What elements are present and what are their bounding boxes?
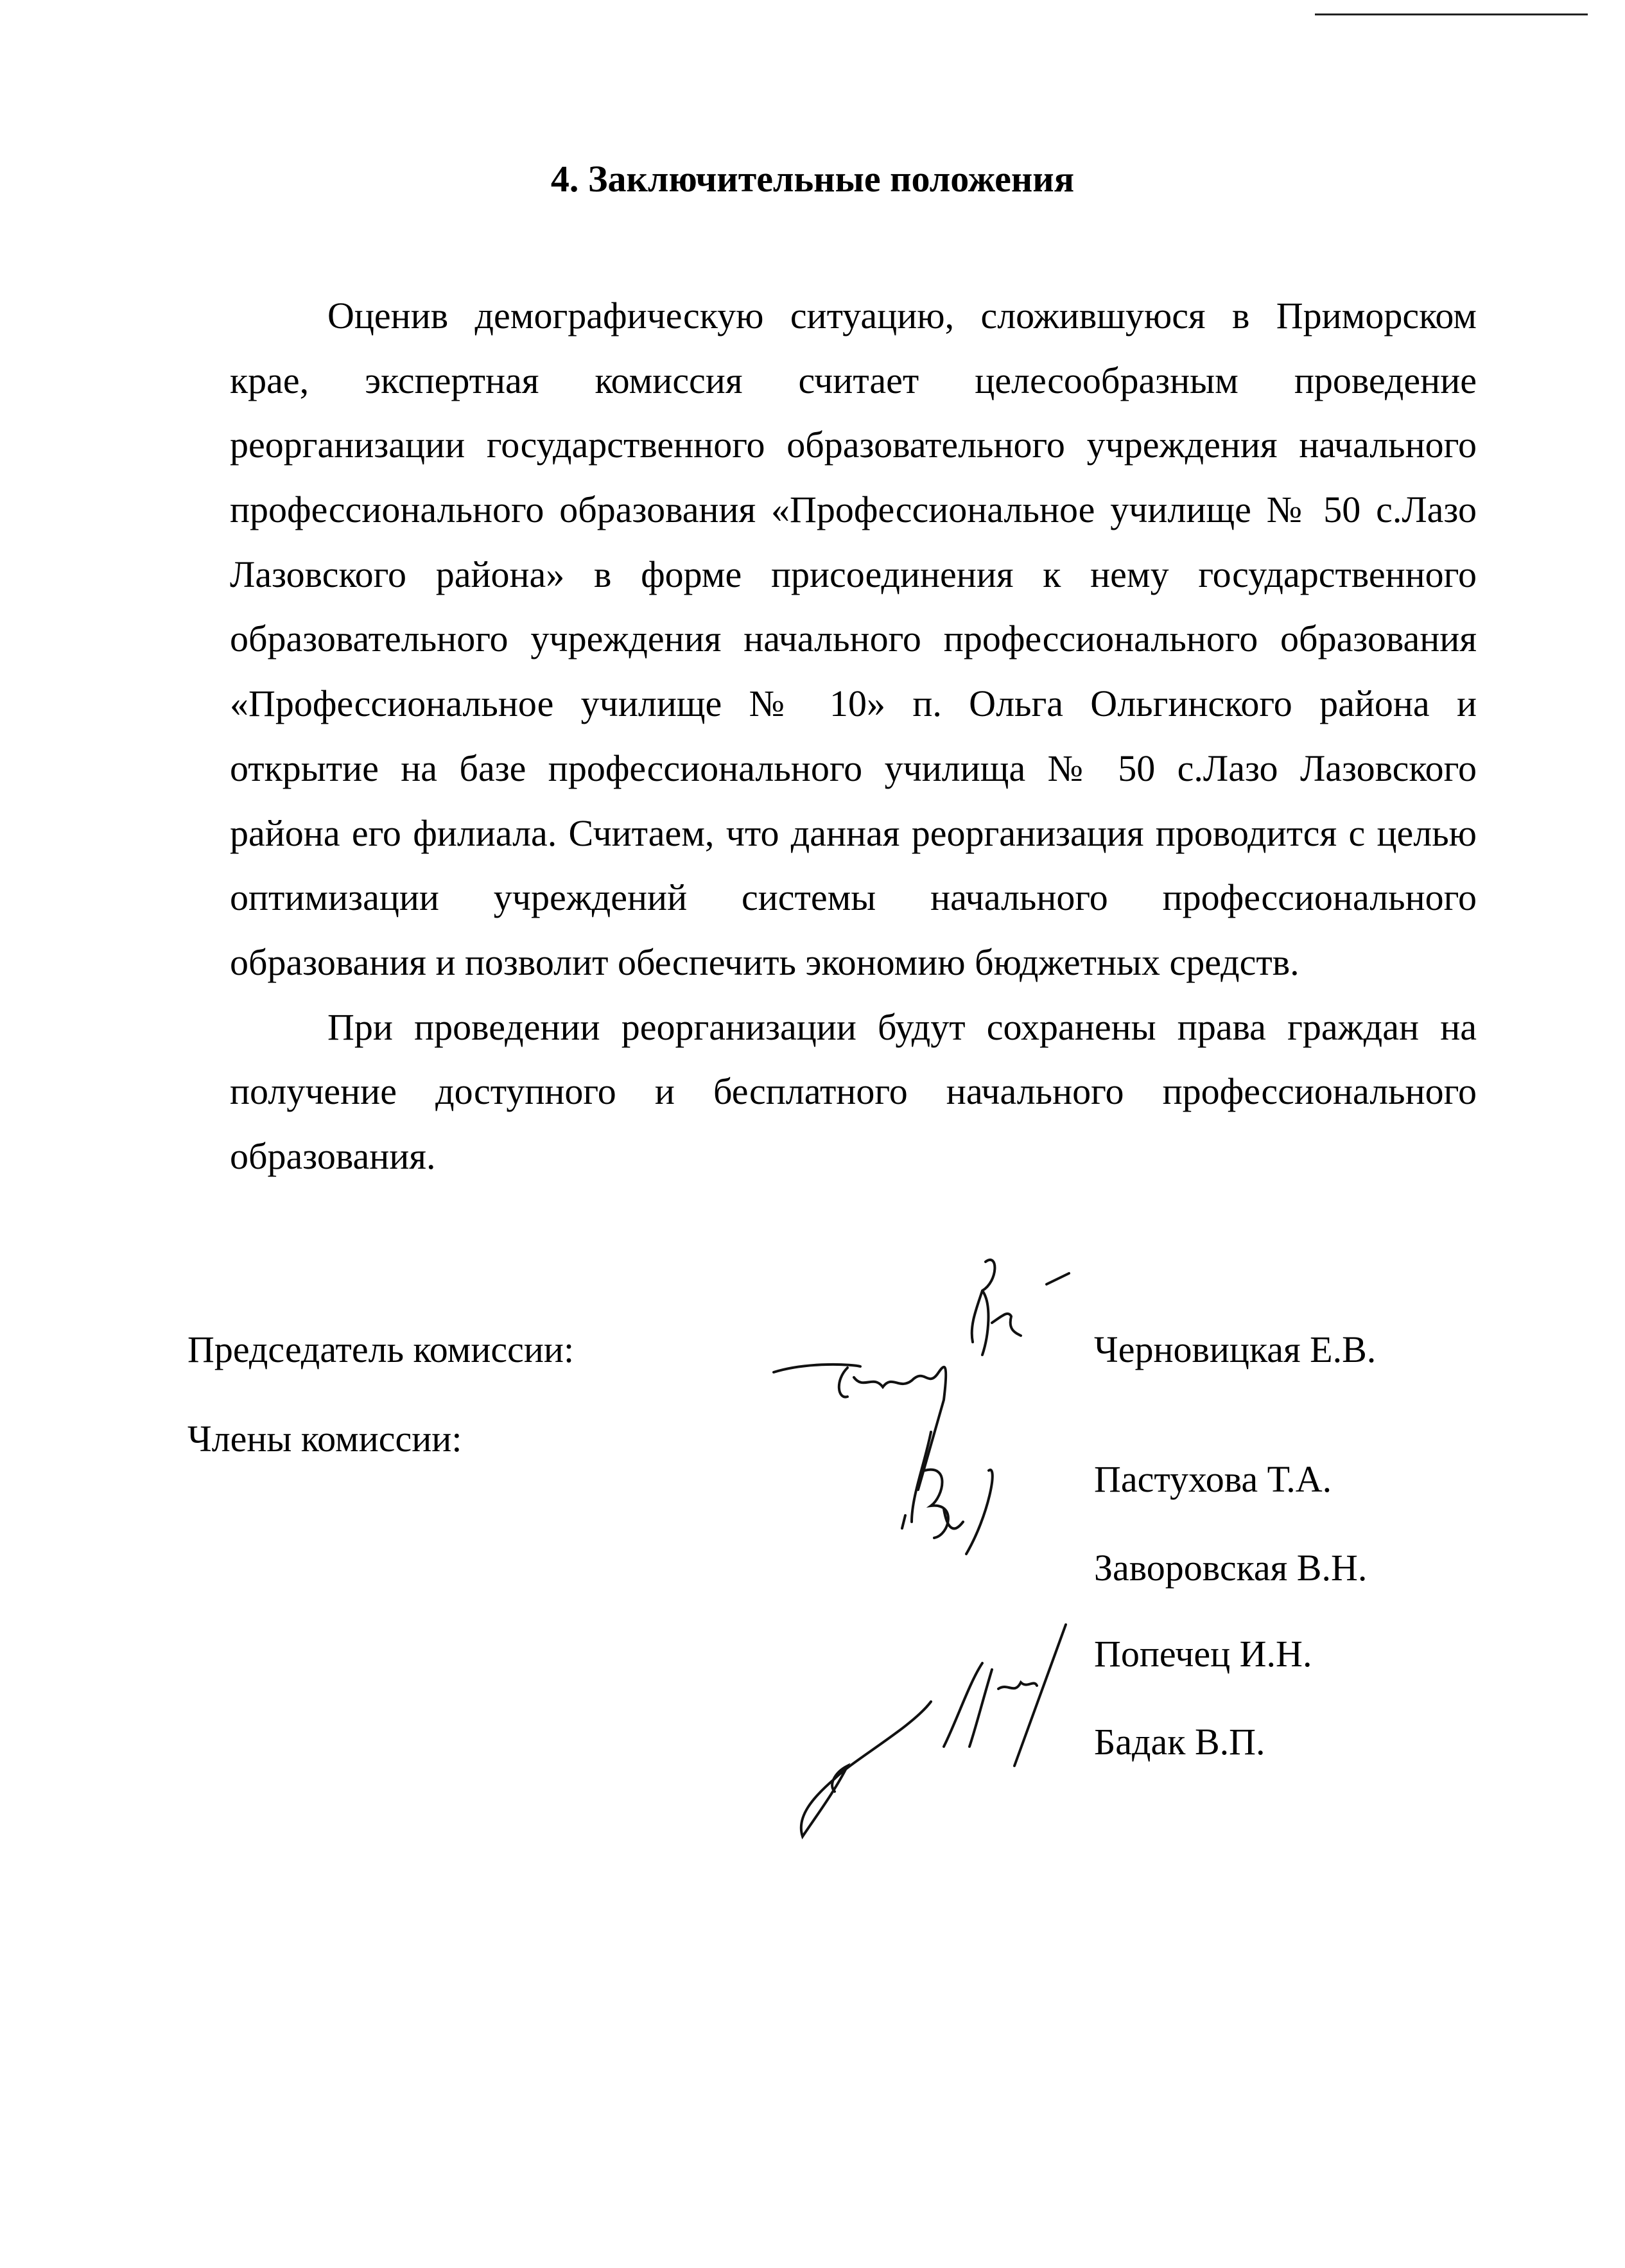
member-name: Пастухова Т.А. [1094, 1458, 1332, 1500]
member-name: Попечец И.Н. [1094, 1633, 1312, 1675]
signature-member-2 [902, 1432, 993, 1554]
text-line: района его филиала. Считаем, что данная реорганизация проводится с целью [230, 812, 1477, 854]
text-line: реорганизации государственного образовательного учреждения начального [230, 424, 1477, 466]
members-label: Члены комиссии: [187, 1418, 462, 1460]
text-line: При проведении реорганизации будут сохранены права граждан на [327, 1006, 1477, 1048]
member-name: Заворовская В.Н. [1094, 1547, 1368, 1589]
section-title: 4. Заключительные положения [550, 158, 1075, 200]
text-line: крае, экспертная комиссия считает целесообразным проведение [230, 359, 1477, 401]
chair-name: Черновицкая Е.В. [1094, 1329, 1377, 1370]
signature-member-3 [801, 1625, 1066, 1836]
text-line: образования и позволит обеспечить экономию бюджетных средств. [230, 941, 1299, 983]
text-line: оптимизации учреждений системы начального профессионального [230, 877, 1477, 919]
signature-chair [972, 1260, 1069, 1355]
chair-label: Председатель комиссии: [187, 1329, 575, 1370]
text-line: образовательного учреждения начального профессионального образования [230, 618, 1477, 660]
text-line: Лазовского района» в форме присоединения к нему государственного [230, 553, 1477, 595]
text-line: профессионального образования «Профессиональное училище № 50 с.Лазо [230, 489, 1477, 531]
text-line: открытие на базе профессионального училища № 50 с.Лазо Лазовского [230, 747, 1477, 789]
member-name: Бадак В.П. [1094, 1721, 1265, 1763]
text-line: Оценив демографическую ситуацию, сложившуюся в Приморском [327, 295, 1477, 336]
text-line: получение доступного и бесплатного начального профессионального [230, 1070, 1477, 1113]
text-line: «Профессиональное училище № 10» п. Ольга Ольгинского района и [230, 683, 1477, 725]
text-line: образования. [230, 1135, 436, 1177]
